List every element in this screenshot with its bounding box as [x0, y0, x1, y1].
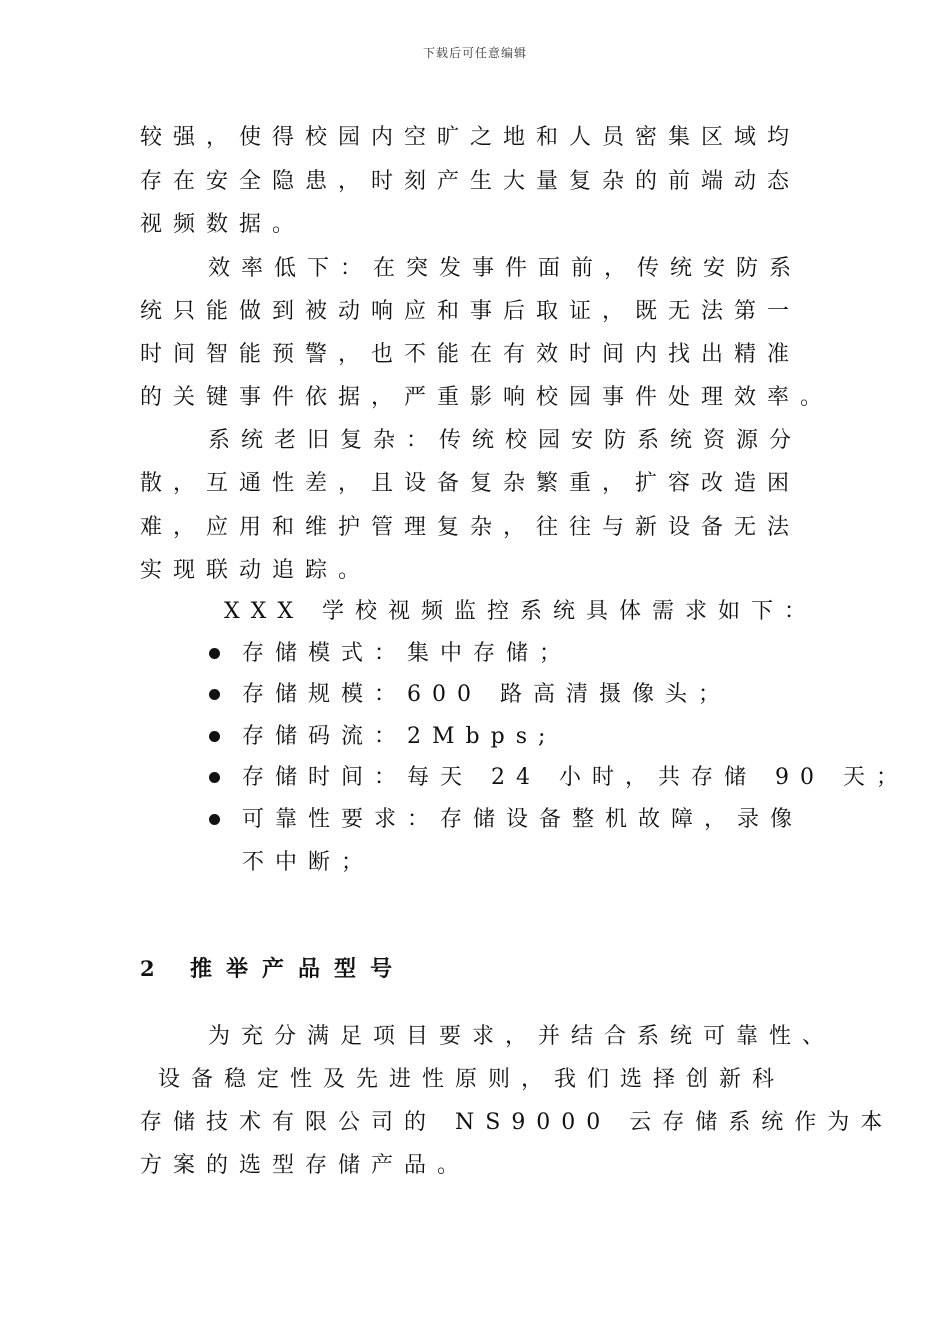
paragraph-1-line-1: 较强，使得校园内空旷之地和人员密集区域均 [140, 125, 801, 150]
bullet-dot-icon [209, 814, 220, 825]
paragraph-4-line-3: 存储技术有限公司的 NS9000 云存储系统作为本 [140, 1110, 894, 1135]
paragraph-1-line-2: 存在安全隐患，时刻产生大量复杂的前端动态 [140, 169, 801, 194]
paragraph-2-line-2: 统只能做到被动响应和事后取证，既无法第一 [140, 299, 801, 324]
paragraph-2-line-3: 时间智能预警，也不能在有效时间内找出精准 [140, 342, 801, 367]
requirement-item: 存储时间：每天 24 小时，共存储 90 天； [242, 765, 909, 790]
paragraph-4-line-4: 方案的选型存储产品。 [140, 1153, 471, 1178]
paragraph-4-line-2: 设备稳定性及先进性原则，我们选择创新科 [158, 1067, 786, 1092]
requirements-intro: XXX 学校视频监控系统具体需求如下： [224, 599, 817, 624]
requirement-item-continuation: 不中断； [242, 850, 375, 875]
paragraph-3-line-4: 实现联动追踪。 [140, 558, 372, 583]
bullet-dot-icon [209, 731, 220, 742]
page-header-note: 下载后可任意编辑 [422, 46, 527, 60]
paragraph-4-line-1: 为充分满足项目要求，并结合系统可靠性、 [208, 1024, 836, 1049]
section-title: 推举产品型号 [190, 956, 407, 982]
requirement-item: 存储码流：2Mbps; [242, 724, 557, 749]
paragraph-3-line-1: 系统老旧复杂：传统校园安防系统资源分 [208, 428, 803, 453]
paragraph-1-line-3: 视频数据。 [140, 212, 306, 237]
paragraph-2-line-1: 效率低下：在突发事件面前，传统安防系 [208, 256, 803, 281]
requirement-item: 可靠性要求：存储设备整机故障，录像 [242, 807, 804, 832]
section-number: 2 [140, 956, 155, 981]
paragraph-3-line-3: 难，应用和维护管理复杂，往往与新设备无法 [140, 515, 801, 540]
bullet-dot-icon [209, 689, 220, 700]
paragraph-2-line-4: 的关键事件依据，严重影响校园事件处理效率。 [140, 385, 834, 410]
requirement-item: 存储规模：600 路高清摄像头； [242, 682, 731, 707]
bullet-dot-icon [209, 772, 220, 783]
paragraph-3-line-2: 散，互通性差，且设备复杂繁重，扩容改造困 [140, 471, 801, 496]
requirement-item: 存储模式：集中存储； [242, 641, 573, 666]
bullet-dot-icon [209, 648, 220, 659]
